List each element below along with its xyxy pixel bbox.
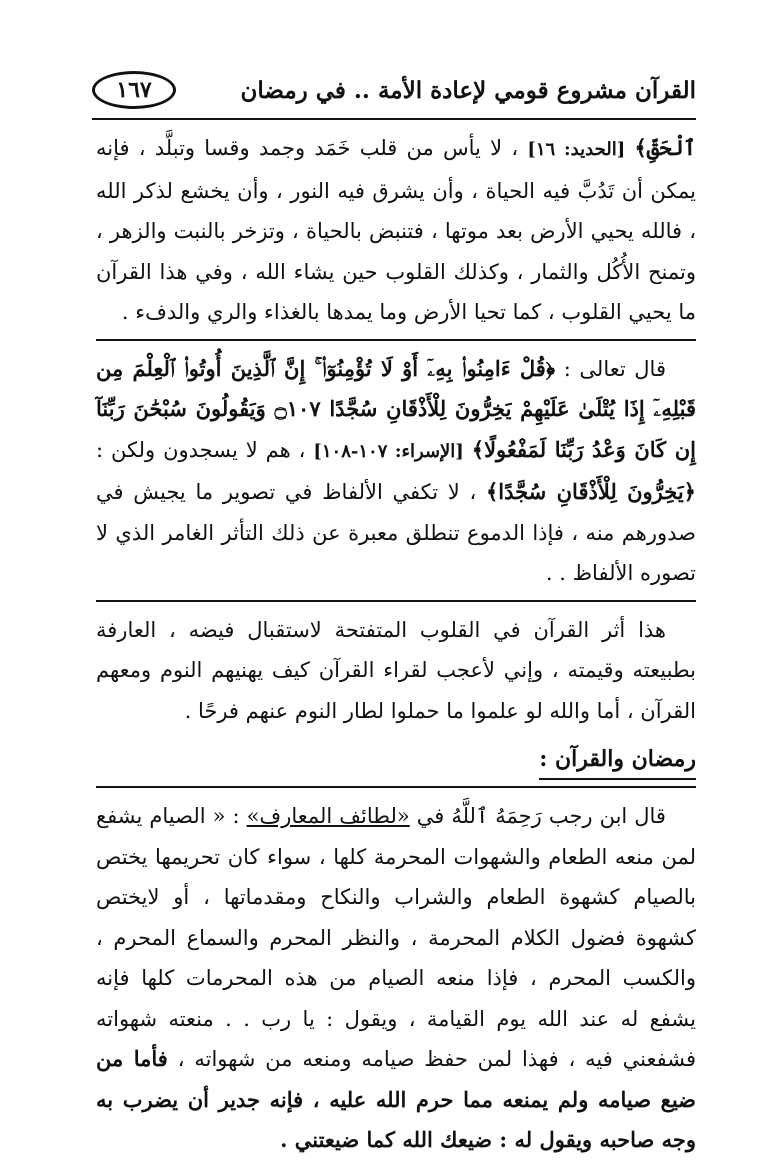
- paragraph-1: [96, 128, 696, 333]
- verse-reference: [الحديد: ١٦]: [527, 139, 626, 160]
- honorific: رَحِمَهُ ٱللَّهُ: [451, 804, 542, 828]
- section-divider: [96, 339, 696, 341]
- page-header: [92, 66, 696, 114]
- page-number-badge: ١٦٧: [92, 71, 176, 109]
- paragraph-text: : « الصيام يشفع لمن منعه الطعام والشهوات المحرمة كلها ، سواء كان تحريمها يختص بالصيام كشهوة الطعام والشراب والنكاح ومقدماتها ، أو لايختص كشهوة فضول الكلام المحرمة ، والنظر المحرم والسماع المحرم ، والكسب المحرم ، فإذا منعه الصيام من هذه المحرمات كلها فإنه يشفع له عند الله يوم القيامة ، ويقول : يا رب . . منعته شهواته فشفعني فيه ، فهذا لمن حفظ صيامه ومنعه من شهواته ،: [96, 804, 697, 1071]
- paragraph-text-bold: فأما من ضيع صيامه ولم يمنعه مما حرم الله عليه ، فإنه جدير أن يضرب به وجه صاحبه ويقول له : ضيعك الله كما ضيعتني .: [96, 1046, 696, 1152]
- paragraph-text: ، لا يأس من قلب خَمَد وجمد وقسا وتبلَّد ، فإنه يمكن أن تَدُبَّ فيه الحياة ، وأن يشرق فيه النور ، وأن يخشع لذكر الله ، فالله يحيي الأرض بعد موتها ، فتنبض بالحياة ، وتزخر بالنبت والزهر ، وتمنح الأُكُل والثمار ، وكذلك القلوب حين يشاء الله ، وفي هذا القرآن ما يحيي القلوب ، كما تحيا الأرض وما يمدها بالغذاء والري والدفء .: [96, 136, 696, 324]
- section-divider: [96, 600, 696, 602]
- quran-verse: ﴿يَخِرُّونَ لِلْأَذْقَانِ سُجَّدًا﴾: [485, 479, 696, 504]
- preposition: في: [416, 804, 445, 828]
- book-title: «لطائف المعارف»: [246, 804, 410, 828]
- quote-intro: قال ابن رجب: [548, 804, 666, 828]
- paragraph-text: هذا أثر القرآن في القلوب المتفتحة لاستقبال فيضه ، العارفة بطبيعته وقيمته ، وإني لأعجب لقراء القرآن كيف يهنيهم النوم ومعهم القرآن ، أما والله لو علموا ما حملوا لطار النوم عنهم فرحًا .: [96, 617, 696, 723]
- paragraph-3: [96, 610, 696, 732]
- header-divider: [92, 118, 696, 120]
- section-heading: [96, 739, 696, 780]
- paragraph-2: [96, 349, 696, 594]
- quote-intro: قال تعالى :: [563, 356, 666, 381]
- section-heading-text: رمضان والقرآن :: [539, 742, 696, 780]
- paragraph-text: ، هم لا يسجدون ولكن :: [96, 437, 306, 462]
- paragraph-4: [96, 796, 696, 1161]
- page-body: [96, 128, 696, 1161]
- running-title: القرآن مشروع قومي لإعادة الأمة .. في رمضان: [240, 76, 696, 104]
- verse-reference: [الإسراء: ١٠٧-١٠٨]: [313, 440, 464, 462]
- section-divider: [96, 786, 696, 788]
- quran-fragment: ٱلْحَقِّ﴾: [634, 135, 696, 160]
- quran-verse: ﴿قُلْ ءَامِنُوا۟ بِهِۦٓ أَوْ لَا تُؤْمِنُوٓا۟ ۚ إِنَّ ٱلَّذِينَ أُوتُوا۟ ٱلْعِلْمَ مِن قَبْلِهِۦٓ إِذَا يُتْلَىٰ عَلَيْهِمْ يَخِرُّونَ لِلْأَذْقَانِ سُجَّدًا ۝١٠٧ وَيَقُولُونَ سُبْحَٰنَ رَبِّنَآ إِن كَانَ وَعْدُ رَبِّنَا لَمَفْعُولًا﴾: [96, 355, 696, 462]
- paragraph-text: ، لا تكفي الألفاظ في تصوير ما يجيش في صدورهم منه ، فإذا الدموع تنطلق معبرة عن ذلك التأثر الغامر الذي لا تصوره الألفاظ . .: [96, 480, 696, 585]
